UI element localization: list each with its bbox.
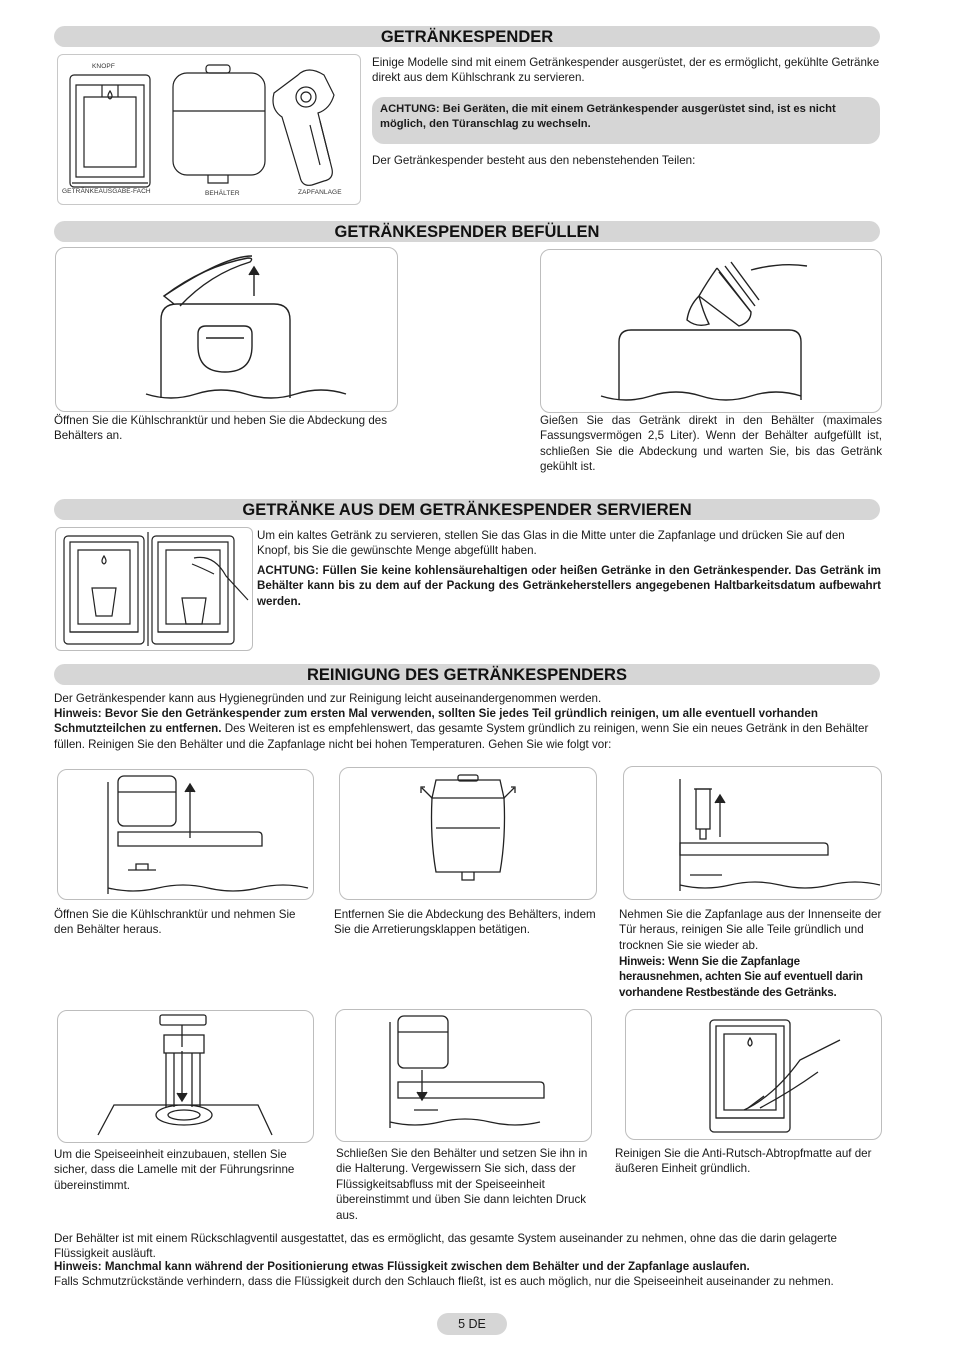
section-title-clean: REINIGUNG DES GETRÄNKESPENDERS	[54, 664, 880, 685]
section-title-fill: GETRÄNKESPENDER BEFÜLLEN	[54, 221, 880, 242]
clean-step-3-hint: Hinweis: Wenn Sie die Zapfanlage herausnehmen, achten Sie auf eventuell darin vorhandene Restbestände des Getränks.	[619, 955, 863, 999]
clean-step-3: Nehmen Sie die Zapfanlage aus der Innenseite der Tür heraus, reinigen Sie alle Teile gründlich und trocknen Sie sie wieder ab.	[619, 908, 882, 952]
clean-illustration-5	[335, 1009, 592, 1142]
fill-illustration-1	[55, 247, 398, 412]
clean-step-5: Schließen Sie den Behälter und setzen Sie ihn in die Halterung. Vergewissern Sie sich, dass der Flüssigkeitsabfluss mit der Speiseeinheit übereinstimmt und üben Sie dann leichten Druck aus.	[336, 1147, 588, 1222]
clean-hint-bold: Hinweis: Bevor Sie den Getränkespender zum ersten Mal verwenden, sollten Sie jedes Teil gründlich reinigen, um alle eventuell vorhanden Schmutzteilchen zu entfernen.	[54, 707, 818, 736]
serve-illustration	[55, 527, 253, 651]
fill-illustration-2	[540, 249, 882, 413]
clean-footer-hint: Hinweis: Manchmal kann während der Positionierung etwas Flüssigkeit zwischen dem Behälter und der Zapfanlage auslaufen.	[54, 1260, 750, 1273]
clean-footer-1: Der Behälter ist mit einem Rückschlagventil ausgestattet, das es ermöglicht, das gesamte System auseinander zu nehmen, ohne das die darin gelagerte Flüssigkeit ausläuft.	[54, 1232, 838, 1261]
fill-step-2: Gießen Sie das Getränk direkt in den Behälter (maximales Fassungsvermögen 2,5 Liter). Wenn der Behälter aufgefüllt ist, schließen Sie die Abdeckung und warten Sie, bis das Getränk gekühlt ist.	[540, 414, 882, 474]
clean-illustration-4	[57, 1010, 314, 1143]
clean-illustration-2	[339, 767, 597, 900]
label-knob: KNOPF	[92, 63, 115, 70]
label-tap: ZAPFANLAGE	[298, 189, 342, 196]
clean-hint-rest: Des Weiteren ist es empfehlenswert, das gesamte System gründlich zu reinigen, wenn Sie ein neues Getränk in den Behälter füllen. Reinigen Sie den Behälter und die Zapfanlage nicht bei hohen Temperaturen. Gehen Sie wie folgt vor:	[54, 722, 869, 751]
parts-illustration	[57, 54, 361, 205]
dispenser-warning: ACHTUNG: Bei Geräten, die mit einem Getränkespender ausgerüstet sind, ist es nicht möglich, den Türanschlag zu wechseln.	[380, 103, 836, 131]
fill-step-1: Öffnen Sie die Kühlschranktür und heben Sie die Abdeckung des Behälters an.	[54, 414, 388, 443]
clean-step-1: Öffnen Sie die Kühlschranktür und nehmen Sie den Behälter heraus.	[54, 908, 296, 937]
dispenser-warning-box	[372, 97, 880, 144]
clean-footer-2: Falls Schmutzrückstände verhindern, dass die Flüssigkeit durch den Schlauch fließt, ist es auch möglich, nur die Speiseeinheit auseinander zu nehmen.	[54, 1275, 834, 1288]
section-title-dispenser: GETRÄNKESPENDER	[54, 26, 880, 47]
dispenser-parts-text: Der Getränkespender besteht aus den nebenstehenden Teilen:	[372, 154, 696, 167]
clean-step-6: Reinigen Sie die Anti-Rutsch-Abtropfmatte auf der äußeren Einheit gründlich.	[615, 1147, 872, 1176]
clean-illustration-1	[57, 769, 314, 900]
clean-step-4: Um die Speiseeinheit einzubauen, stellen Sie sicher, dass die Lamelle mit der Führungsrinne übereinstimmt.	[54, 1148, 295, 1192]
page-number: 5 DE	[437, 1313, 507, 1335]
label-container: BEHÄLTER	[205, 190, 240, 197]
clean-intro: Der Getränkespender kann aus Hygienegründen und zur Reinigung leicht auseinandergenommen werden.	[54, 692, 602, 705]
section-title-serve: GETRÄNKE AUS DEM GETRÄNKESPENDER SERVIEREN	[54, 499, 880, 520]
clean-illustration-6	[625, 1009, 882, 1140]
label-compartment: GETRÄNKEAUSGABE-FACH	[62, 188, 151, 195]
clean-hint	[54, 706, 882, 752]
dispenser-intro: Einige Modelle sind mit einem Getränkespender ausgerüstet, der es ermöglicht, gekühlte Getränke direkt aus dem Kühlschrank zu servieren.	[372, 56, 880, 85]
serve-text: Um ein kaltes Getränk zu servieren, stellen Sie das Glas in die Mitte unter die Zapfanlage und drücken Sie auf den Knopf, bis Sie die gewünschte Menge abgefüllt haben.	[257, 529, 845, 558]
serve-warning: ACHTUNG: Füllen Sie keine kohlensäurehaltigen oder heißen Getränke in den Getränkespender. Das Getränk im Behälter kann bis zu dem auf der Packung des Getränkeherstellers angegebenen Haltbarkeitsdatum aufbewahrt werden.	[257, 564, 881, 608]
clean-step-2: Entfernen Sie die Abdeckung des Behälters, indem Sie die Arretierungsklappen betätigen.	[334, 908, 596, 937]
clean-illustration-3	[623, 766, 882, 900]
